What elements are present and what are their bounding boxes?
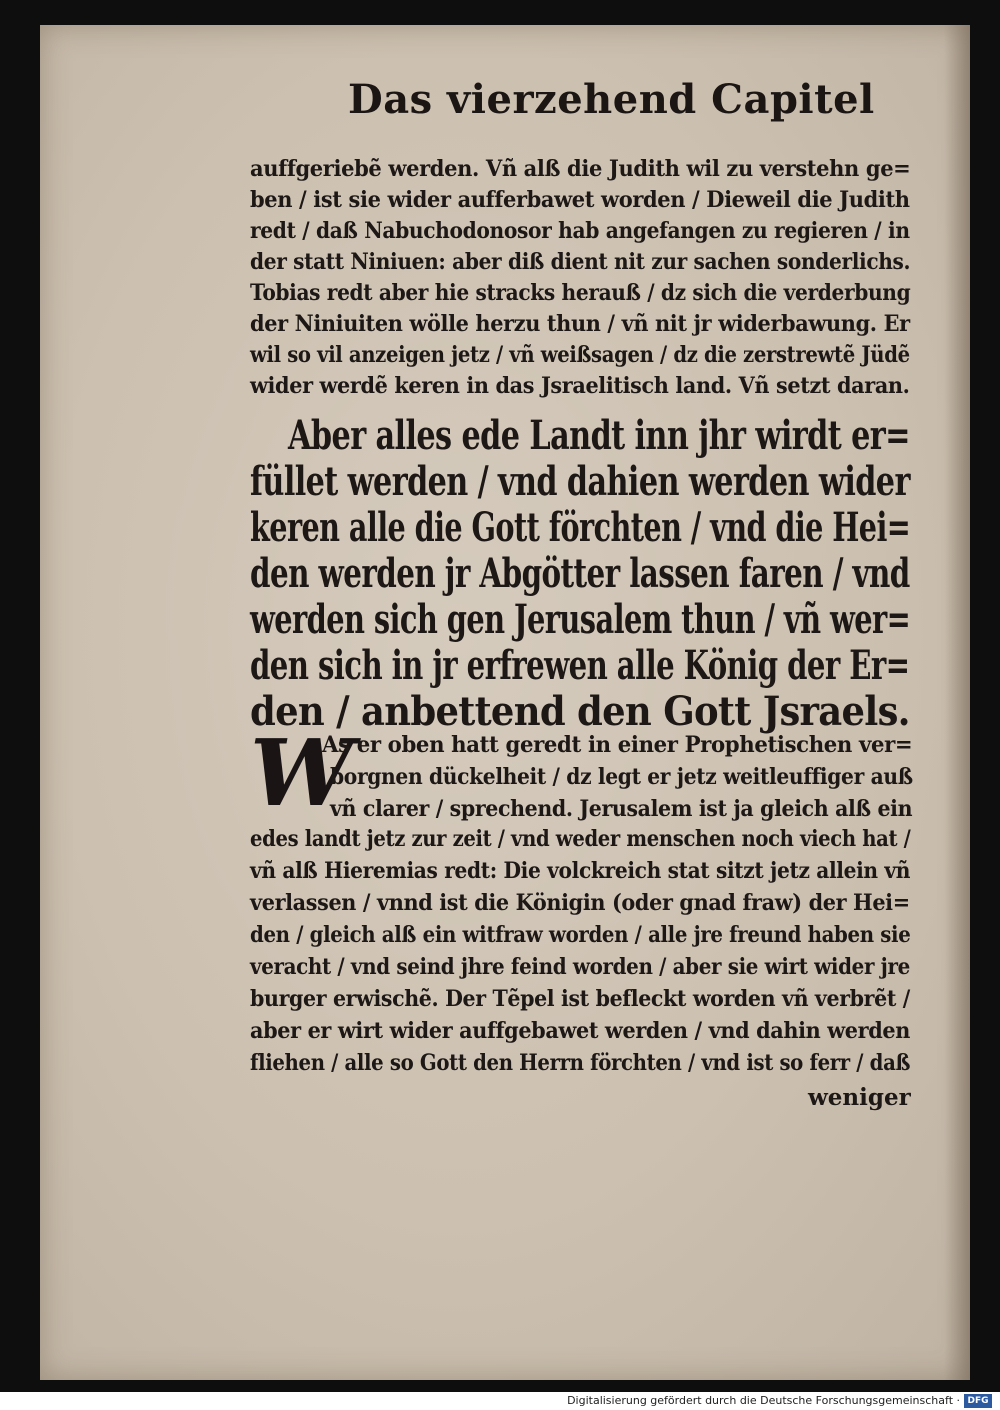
text-line: Tobias redt aber hie stracks herauß / dz sich die verderbung [250,280,911,306]
text-line: wil so vil anzeigen jetz / vñ weißsagen / dz die zerstrewtẽ Jüdẽ [250,342,910,368]
footer-credit: Digitalisierung gefördert durch die Deutsche Forschungsgemeinschaft · [567,1394,960,1407]
quote-line: werden sich gen Jerusalem thun / vñ wer= [250,596,911,643]
text-line: verlassen / vnnd ist die Königin (oder gnad fraw) der Hei= [250,890,910,916]
text-line: redt / daß Nabuchodonosor hab angefangen zu regieren / in [250,218,910,244]
text-line: burger erwischẽ. Der Tẽpel ist befleckt worden vñ verbrẽt / [250,986,910,1012]
text-line: der Niniuiten wölle herzu thun / vñ nit jr widerbawung. Er [250,311,910,337]
text-line: vñ clarer / sprechend. Jerusalem ist ja gleich alß ein [330,796,913,822]
quote-line: Aber alles ede Landt inn jhr wirdt er= [288,412,910,459]
page-header: Das vierzehend Capitel [348,76,875,123]
text-line: vñ alß Hieremias redt: Die volckreich stat sitzt jetz allein vñ [250,858,911,884]
quote-line: den werden jr Abgötter lassen faren / vnd [250,550,910,597]
text-line: den / gleich alß ein witfraw worden / alle jre freund haben sie [250,922,911,948]
page-edge-shadow [944,25,970,1380]
text-line: aber er wirt wider auffgebawet werden / vnd dahin werden [250,1018,911,1044]
drop-cap-initial: W [250,719,354,827]
text-line: borgnen dückelheit / dz legt er jetz weitleuffiger auß [330,764,913,790]
text-line: As er oben hatt geredt in einer Prophetischen ver= [322,732,913,758]
quote-line: keren alle die Gott förchten / vnd die Hei= [250,504,911,551]
catchword: weniger [808,1084,911,1111]
dfg-logo: DFG [964,1394,992,1408]
text-line: auffgeriebẽ werden. Vñ alß die Judith wil zu verstehn ge= [250,156,911,182]
text-line: wider werdẽ keren in das Jsraelitisch land. Vñ setzt daran. [250,373,910,399]
quote-line: den sich in jr erfrewen alle König der Er= [250,642,910,689]
quote-line: füllet werden / vnd dahien werden wider [250,458,910,505]
text-line: veracht / vnd seind jhre feind worden / aber sie wirt wider jre [250,954,910,980]
text-line: ben / ist sie wider aufferbawet worden / Dieweil die Judith [250,187,910,213]
quote-line: den / anbettend den Gott Jsraels. [250,688,910,735]
text-line: fliehen / alle so Gott den Herrn förchten / vnd ist so ferr / daß [250,1050,911,1076]
text-line: edes landt jetz zur zeit / vnd weder menschen noch viech hat / [250,826,911,852]
text-line: der statt Niniuen: aber diß dient nit zur sachen sonderlichs. [250,249,911,275]
